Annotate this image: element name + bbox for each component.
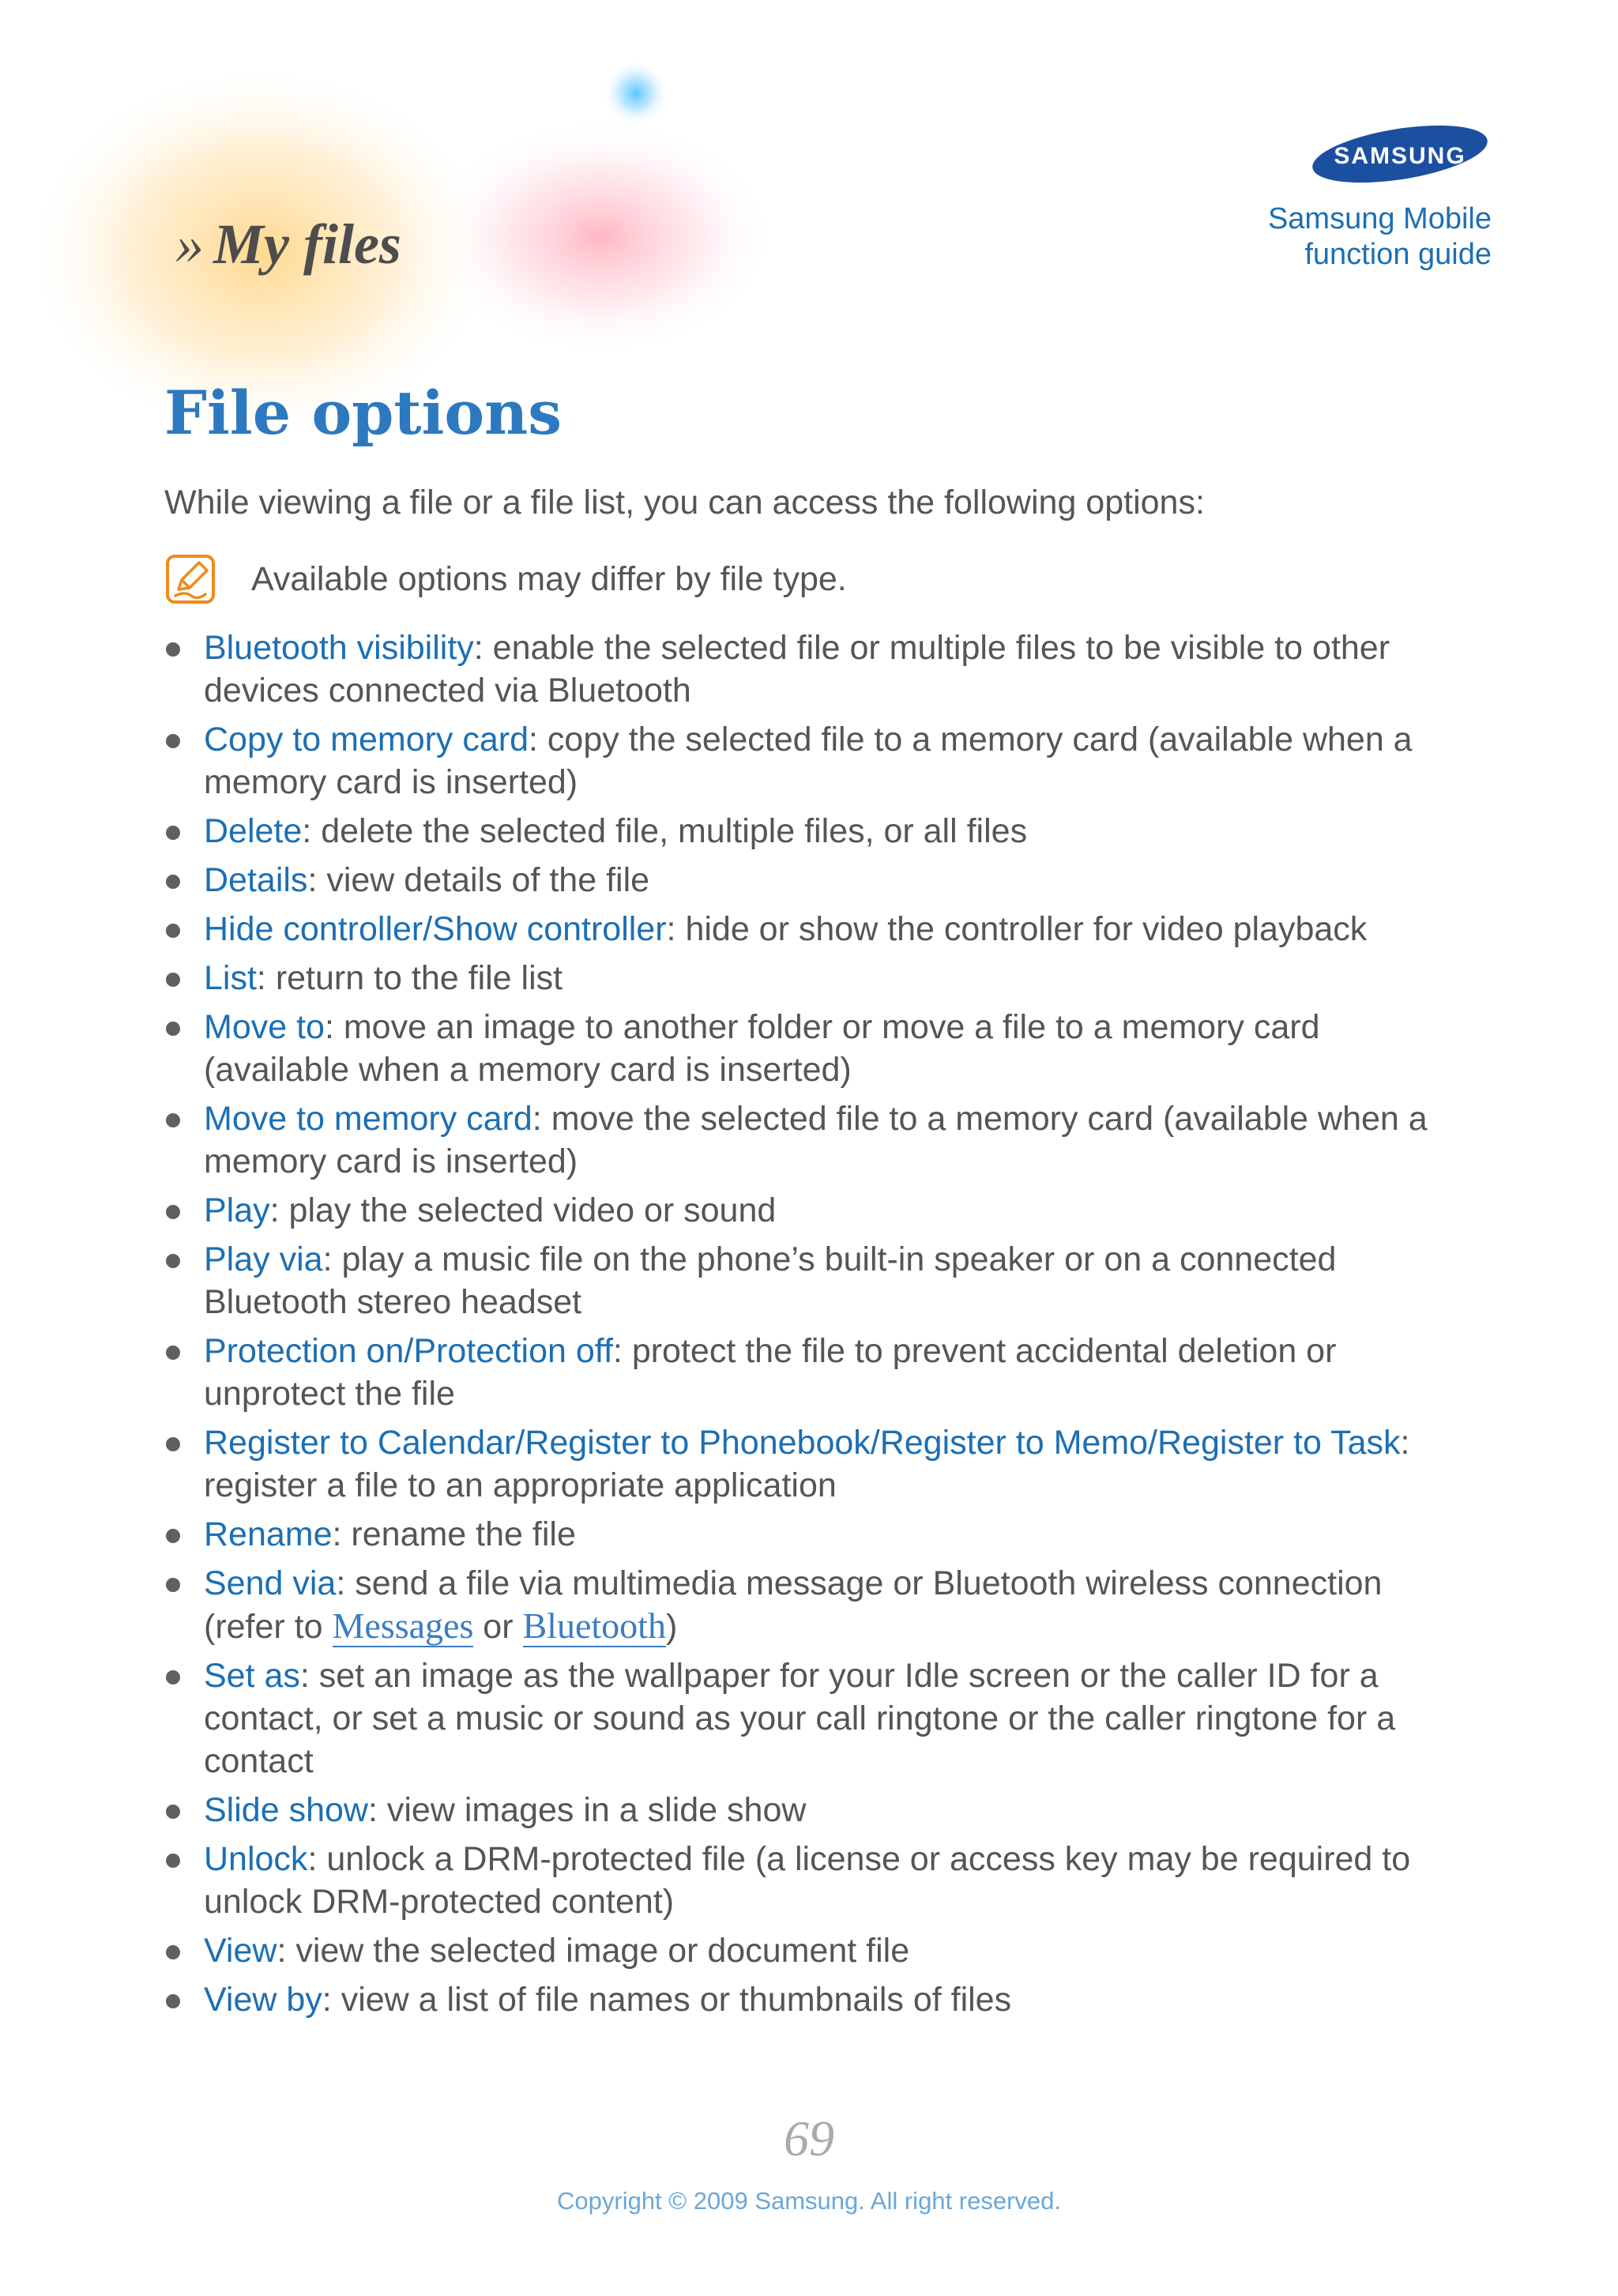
option-desc: : play a music file on the phone’s built-in speaker or on a connected Bluetooth stereo headset (204, 1240, 1337, 1321)
list-item (164, 859, 1460, 901)
list-item (164, 1006, 1460, 1091)
option-desc: : move an image to another folder or move a file to a memory card (available when a memory card is inserted) (204, 1008, 1320, 1089)
bluetooth-link[interactable]: Bluetooth (522, 1605, 666, 1646)
bullet-icon (166, 1805, 180, 1819)
option-name: View by (204, 1981, 322, 2019)
brand-text (1239, 201, 1492, 273)
option-desc: : move the selected file to a memory card (available when a memory card is inserted) (204, 1100, 1428, 1180)
option-desc: : rename the file (332, 1515, 576, 1553)
bullet-icon (166, 875, 180, 889)
bullet-icon (166, 1670, 180, 1684)
bullet-icon (166, 1346, 180, 1360)
list-item (164, 1838, 1460, 1923)
bullet-icon (166, 1854, 180, 1868)
option-desc: : enable the selected file or multiple files to be visible to other devices connected via Bluetooth (204, 629, 1390, 710)
list-item (164, 1513, 1460, 1556)
samsung-logo (1308, 122, 1492, 186)
option-name: Delete (204, 812, 303, 850)
brand-block (1239, 122, 1492, 273)
samsung-logo-text: SAMSUNG (1334, 143, 1466, 169)
option-desc: : hide or show the controller for video playback (666, 910, 1368, 948)
option-desc: : return to the file list (256, 959, 563, 997)
option-desc-end: ) (665, 1608, 678, 1646)
copyright: Copyright © 2009 Samsung. All right reserved. (557, 2187, 1061, 2215)
list-item (164, 1789, 1460, 1831)
page-number: 69 (784, 2110, 834, 2166)
option-desc: : view a list of file names or thumbnails of files (322, 1981, 1012, 2019)
list-item (164, 1097, 1460, 1183)
list-item (164, 1238, 1460, 1323)
bullet-icon (166, 734, 180, 748)
option-desc: : view details of the file (307, 861, 650, 899)
option-desc: : play the selected video or sound (269, 1191, 777, 1229)
option-name: Play (204, 1191, 270, 1229)
option-desc: : delete the selected file, multiple files, or all files (302, 812, 1028, 850)
option-name: Slide show (204, 1791, 368, 1829)
list-item (164, 908, 1460, 950)
option-name: Register to Calendar/Register to Phonebook/Register to Memo/Register to Task (204, 1424, 1401, 1462)
option-name: Protection on/Protection off (204, 1332, 613, 1370)
list-item (164, 1929, 1460, 1972)
chevron-icon: » (175, 213, 204, 276)
bullet-icon (166, 973, 180, 987)
option-desc-mid: or (473, 1608, 523, 1646)
bullet-icon (166, 924, 180, 938)
list-item (164, 1562, 1460, 1648)
bullet-icon (166, 1994, 180, 2008)
option-name: Bluetooth visibility (204, 629, 474, 667)
section-title (175, 212, 401, 277)
bullet-icon (166, 1437, 180, 1451)
bullet-icon (166, 1022, 180, 1036)
option-name: Details (204, 861, 308, 899)
option-name: Play via (204, 1240, 323, 1278)
list-item (164, 627, 1460, 712)
list-item (164, 957, 1460, 999)
note-pencil-icon (164, 553, 216, 605)
option-name: Move to (204, 1008, 325, 1046)
option-name: View (204, 1932, 277, 1970)
option-desc: : view the selected image or document file (277, 1932, 910, 1970)
section-title-text: My files (213, 213, 401, 276)
option-name: Unlock (204, 1840, 308, 1878)
option-name: Move to memory card (204, 1100, 532, 1138)
note-text: Available options may differ by file type. (251, 559, 847, 598)
options-list (164, 627, 1460, 2027)
list-item (164, 810, 1460, 853)
bullet-icon (166, 1945, 180, 1959)
bullet-icon (166, 1578, 180, 1592)
list-item (164, 1421, 1460, 1507)
list-item (164, 1189, 1460, 1232)
page-heading: File options (164, 378, 563, 448)
bullet-icon (166, 826, 180, 840)
intro-text: While viewing a file or a file list, you can access the following options: (164, 484, 1205, 521)
option-name: Send via (204, 1564, 337, 1602)
list-item (164, 1330, 1460, 1415)
brand-line-2: function guide (1304, 238, 1492, 271)
option-name: Set as (204, 1657, 300, 1695)
brand-line-1: Samsung Mobile (1267, 202, 1492, 235)
option-desc: : register a file to an appropriate application (204, 1424, 1410, 1504)
option-name: Rename (204, 1515, 333, 1553)
bullet-icon (166, 1254, 180, 1268)
messages-link[interactable]: Messages (332, 1605, 474, 1646)
list-item (164, 718, 1460, 804)
option-desc: : send a file via multimedia message or Bluetooth wireless connection (refer to (204, 1564, 1383, 1646)
option-desc: : set an image as the wallpaper for your Idle screen or the caller ID for a contact, or set a music or sound as your call ringtone or the caller ringtone for a contact (204, 1657, 1396, 1780)
option-desc: : view images in a slide show (367, 1791, 807, 1829)
bullet-icon (166, 642, 180, 657)
option-name: Hide controller/Show controller (204, 910, 667, 948)
option-desc: : copy the selected file to a memory card (available when a memory card is inserted) (204, 721, 1413, 801)
list-item (164, 1654, 1460, 1782)
note (164, 553, 847, 605)
option-desc: : unlock a DRM-protected file (a license or access key may be required to unlock DRM-protected content) (204, 1840, 1411, 1921)
bullet-icon (166, 1113, 180, 1127)
bullet-icon (166, 1205, 180, 1219)
option-name: Copy to memory card (204, 721, 529, 758)
option-name: List (204, 959, 257, 997)
list-item (164, 1978, 1460, 2021)
option-desc: : protect the file to prevent accidental deletion or unprotect the file (204, 1332, 1337, 1413)
bullet-icon (166, 1529, 180, 1543)
